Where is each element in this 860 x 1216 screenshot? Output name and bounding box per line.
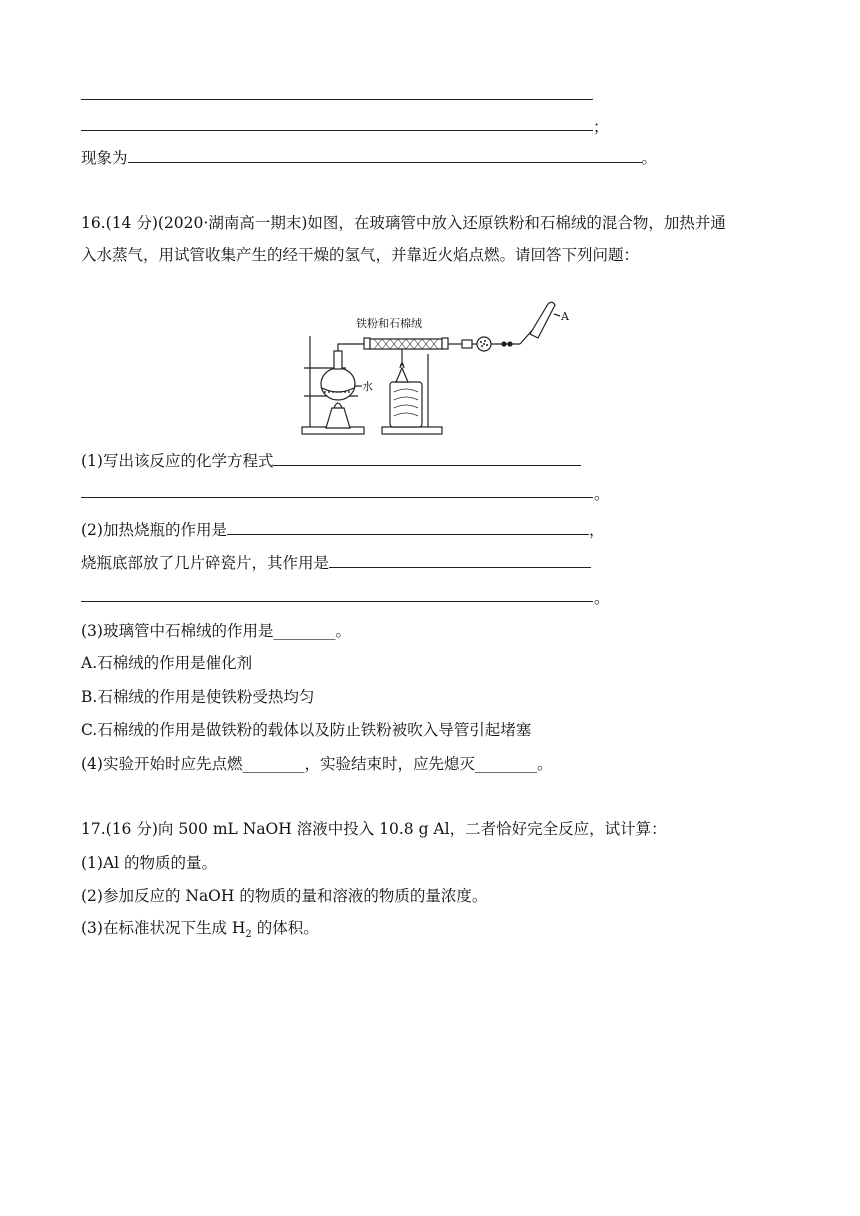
porcelain-blank[interactable] (329, 551, 591, 568)
label-a: A (561, 310, 569, 323)
apparatus-diagram (298, 296, 598, 440)
phenomenon-label: 现象为 (81, 149, 128, 167)
q16-stem-line2: 入水蒸气，用试管收集产生的经干燥的氢气，并靠近火焰点燃。请回答下列问题： (81, 246, 640, 264)
q16-part3: (3)玻璃管中石棉绒的作用是________。 (81, 622, 351, 640)
phenomenon-blank[interactable] (128, 146, 642, 163)
q16-part2a-text: (2)加热烧瓶的作用是 (81, 521, 227, 539)
period: 。 (594, 589, 610, 607)
q16-part4: (4)实验开始时应先点燃________，实验结束时，应先熄灭________。 (81, 755, 553, 773)
q16-part2a (81, 518, 604, 541)
comma: ， (588, 521, 605, 539)
answer-blank-line[interactable] (81, 130, 593, 131)
label-iron-asbestos: 铁粉和石棉绒 (356, 317, 422, 330)
answer-blank-line[interactable] (81, 497, 593, 498)
answer-blank-line[interactable] (81, 99, 593, 100)
q16-stem-line1: 16.(14 分)(2020·湖南高一期末)如图，在玻璃管中放入还原铁粉和石棉绒的混合物，加热并通 (81, 214, 726, 232)
answer-blank-line[interactable] (81, 601, 593, 602)
option-a: A.石棉绒的作用是催化剂 (81, 654, 253, 672)
q16-part1-text: (1)写出该反应的化学方程式 (81, 452, 274, 470)
period: 。 (594, 485, 610, 503)
label-water: 水 (362, 380, 373, 393)
flask-heating-blank[interactable] (227, 518, 589, 535)
period: 。 (641, 149, 658, 167)
option-c: C.石棉绒的作用是做铁粉的载体以及防止铁粉被吹入导管引起堵塞 (81, 721, 532, 739)
q16-part2b (81, 551, 591, 574)
q16-part2b-text: 烧瓶底部放了几片碎瓷片，其作用是 (81, 554, 330, 572)
q17-part1: (1)Al 的物质的量。 (81, 854, 218, 872)
option-b: B.石棉绒的作用是使铁粉受热均匀 (81, 688, 315, 706)
q17-part2: (2)参加反应的 NaOH 的物质的量和溶液的物质的量浓度。 (81, 887, 488, 905)
q17-part3 (81, 917, 319, 946)
semicolon: ； (593, 118, 609, 136)
q17-part3-text-end: 的体积。 (251, 919, 319, 937)
q17-part3-text: (3)在标准状况下生成 H (81, 919, 246, 937)
subscript-2: 2 (245, 929, 252, 941)
equation-blank[interactable] (273, 449, 581, 466)
phenomenon-line (81, 146, 657, 169)
q17-stem: 17.(16 分)向 500 mL NaOH 溶液中投入 10.8 g Al，二者恰好完全反应，试计算： (81, 820, 667, 838)
q16-part1 (81, 449, 581, 472)
